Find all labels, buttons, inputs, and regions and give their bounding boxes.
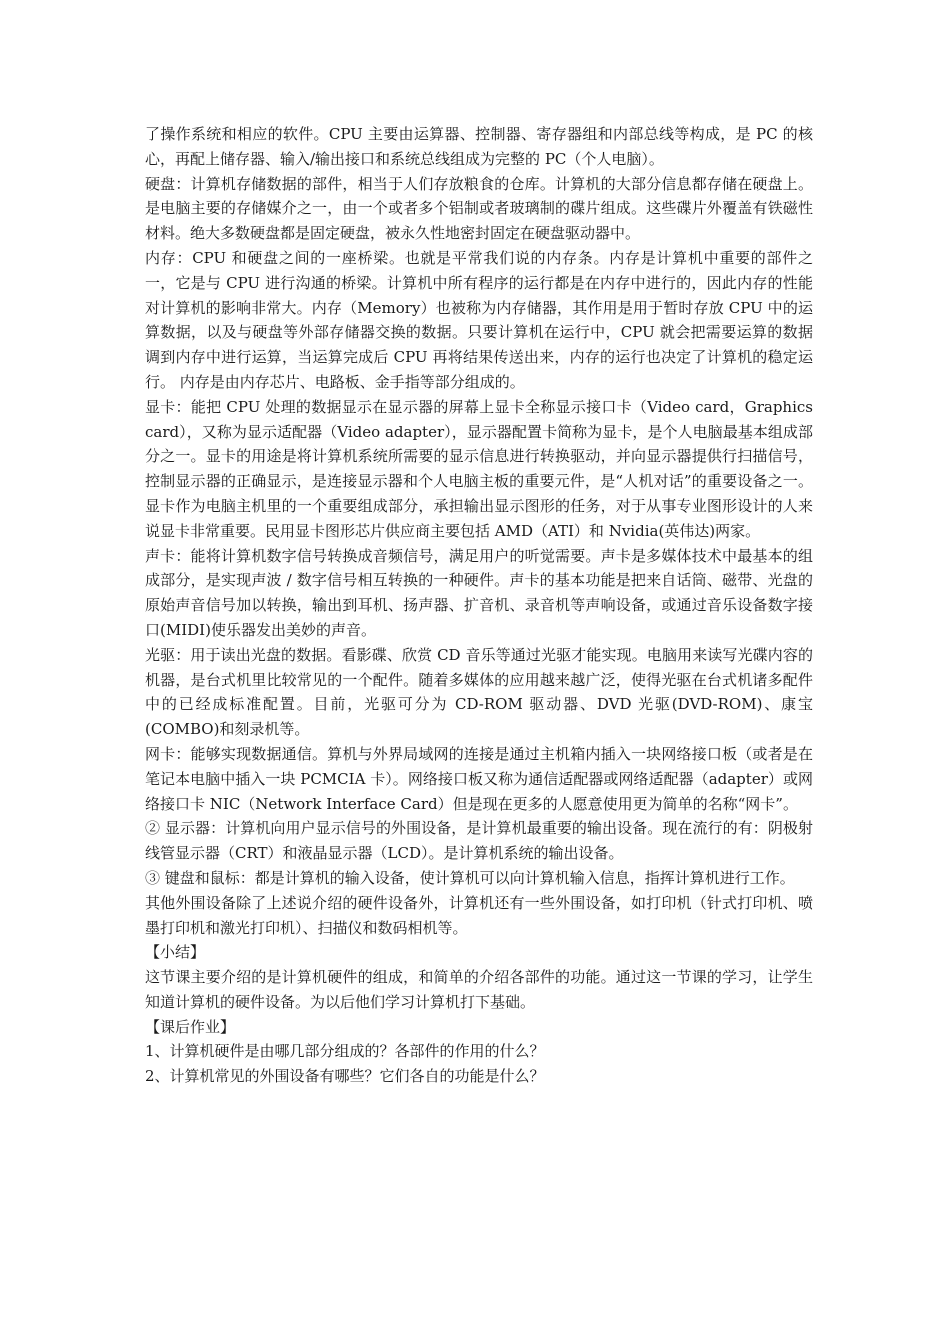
paragraph-optical-drive: 光驱：用于读出光盘的数据。看影碟、欣赏 CD 音乐等通过光驱才能实现。电脑用来读写光碟内容的机器，是台式机里比较常见的一个配件。随着多媒体的应用越来越广泛，使得光驱在台式机诸多配件中的已经成标准配置。目前，光驱可分为 CD-ROM 驱动器、DVD 光驱(DVD-ROM)、康宝(COMBO)和刻录机等。 <box>145 645 813 739</box>
homework-item: 1、计算机硬件是由哪几部分组成的？各部件的作用的什么？ <box>145 1042 545 1061</box>
paragraph-network-card: 网卡：能够实现数据通信。算机与外界局域网的连接是通过主机箱内插入一块网络接口板（或者是在笔记本电脑中插入一块 PCMCIA 卡）。网络接口板又称为通信适配器或网络适配器（adapter）或网络接口卡 NIC（Network Interface Card）但是现在更多的人愿意使用更为简单的名称“网卡”。 <box>145 744 813 813</box>
paragraph-graphics-card: 显卡：能把 CPU 处理的数据显示在显示器的屏幕上显卡全称显示接口卡（Video card，Graphics card），又称为显示适配器（Video adapter），显示器配置卡简称为显卡，是个人电脑最基本组成部分之一。显卡的用途是将计算机系统所需要的显示信息进行转换驱动，并向显示器提供行扫描信号，控制显示器的正确显示，是连接显示器和个人电脑主板的重要元件，是“人机对话”的重要设备之一。显卡作为电脑主机里的一个重要组成部分，承担输出显示图形的任务，对于从事专业图形设计的人来说显卡非常重要。民用显卡图形芯片供应商主要包括 AMD（ATI）和 Nvidia(英伟达)两家。 <box>145 397 813 540</box>
paragraph-keyboard-mouse: ③ 键盘和鼠标：都是计算机的输入设备，使计算机可以向计算机输入信息，指挥计算机进行工作。 <box>145 868 795 887</box>
summary-text: 这节课主要介绍的是计算机硬件的组成，和简单的介绍各部件的功能。通过这一节课的学习，让学生知道计算机的硬件设备。为以后他们学习计算机打下基础。 <box>145 968 813 1011</box>
summary-heading: 【小结】 <box>145 943 206 962</box>
paragraph-monitor: ② 显示器：计算机向用户显示信号的外围设备，是计算机最重要的输出设备。现在流行的有：阴极射线管显示器（CRT）和液晶显示器（LCD）。是计算机系统的输出设备。 <box>145 819 813 863</box>
paragraph-hard-disk: 硬盘：计算机存储数据的部件，相当于人们存放粮食的仓库。计算机的大部分信息都存储在硬盘上。是电脑主要的存储媒介之一，由一个或者多个铝制或者玻璃制的碟片组成。这些碟片外覆盖有铁磁性材料。绝大多数硬盘都是固定硬盘，被永久性地密封固定在硬盘驱动器中。 <box>145 174 813 243</box>
paragraph-memory: 内存：CPU 和硬盘之间的一座桥梁。也就是平常我们说的内存条。内存是计算机中重要的部件之一，它是与 CPU 进行沟通的桥梁。计算机中所有程序的运行都是在内存中进行的，因此内存的性能对计算机的影响非常大。内存（Memory）也被称为内存储器，其作用是用于暂时存放 CPU 中的运算数据，以及与硬盘等外部存储器交换的数据。只要计算机在运行中，CPU 就会把需要运算的数据调到内存中进行运算，当运算完成后 CPU 再将结果传送出来，内存的运行也决定了计算机的稳定运行。 内存是由内存芯片、电路板、金手指等部分组成的。 <box>145 248 813 391</box>
homework-item: 2、计算机常见的外围设备有哪些？它们各自的功能是什么？ <box>145 1067 545 1086</box>
document-body <box>145 122 813 1089</box>
paragraph-cpu: 了操作系统和相应的软件。CPU 主要由运算器、控制器、寄存器组和内部总线等构成，是 PC 的核心，再配上储存器、输入/输出接口和系统总线组成为完整的 PC（个人电脑）。 <box>145 125 813 168</box>
paragraph-sound-card: 声卡：能将计算机数字信号转换成音频信号，满足用户的听觉需要。声卡是多媒体技术中最基本的组成部分，是实现声波 / 数字信号相互转换的一种硬件。声卡的基本功能是把来自话筒、磁带、光盘的原始声音信号加以转换，输出到耳机、扬声器、扩音机、录音机等声响设备，或通过音乐设备数字接口(MIDI)使乐器发出美妙的声音。 <box>145 546 813 639</box>
homework-heading: 【课后作业】 <box>145 1017 236 1036</box>
paragraph-peripherals: 其他外围设备除了上述说介绍的硬件设备外，计算机还有一些外围设备，如打印机（针式打印机、喷墨打印机和激光打印机）、扫描仪和数码相机等。 <box>145 893 813 937</box>
